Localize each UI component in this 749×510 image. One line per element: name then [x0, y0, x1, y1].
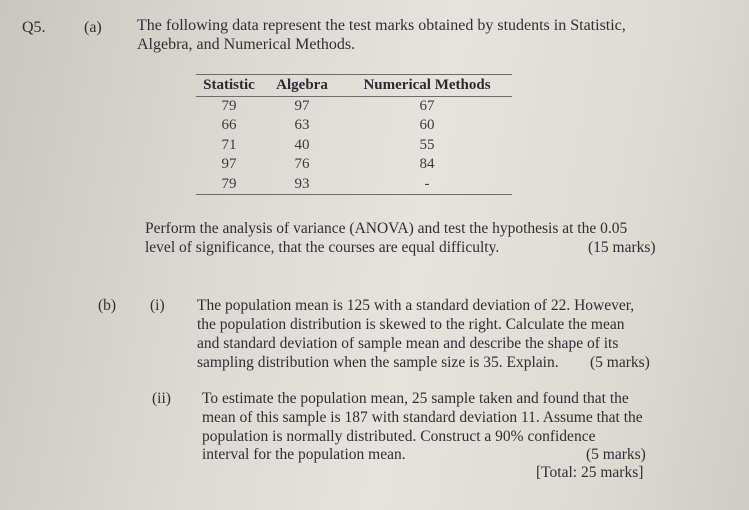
table-row	[196, 116, 512, 135]
table-cell: 63	[294, 117, 310, 134]
part-b-ii-line-3: population is normally distributed. Construct a 90% confidence	[202, 428, 596, 445]
part-b-ii-line-4: interval for the population mean.	[202, 446, 406, 463]
table-row	[196, 97, 512, 117]
column-header: Algebra	[262, 75, 342, 97]
table-cell: 66	[221, 117, 237, 134]
table-cell: 93	[262, 175, 342, 195]
part-b-label: (b)	[98, 297, 117, 314]
table-cell: 79	[221, 98, 237, 114]
part-b-ii-label: (ii)	[152, 390, 171, 407]
part-b-i-marks: (5 marks)	[590, 354, 650, 371]
table-cell: 97	[221, 156, 237, 173]
part-b-i-line-1: The population mean is 125 with a standard deviation of 22. However,	[197, 297, 635, 314]
part-b-i-line-4: sampling distribution when the sample size is 35. Explain.	[197, 354, 559, 371]
part-b-ii-marks: (5 marks)	[586, 446, 646, 463]
table-cell: 71	[221, 136, 237, 153]
column-header: Statistic	[196, 75, 262, 97]
part-a-intro-line-1: The following data represent the test marks obtained by students in Statistic,	[137, 17, 626, 34]
table-cell: 76	[294, 156, 310, 173]
table-row	[196, 155, 512, 174]
part-a-task-line-1: Perform the analysis of variance (ANOVA) and test the hypothesis at the 0.05	[145, 220, 628, 237]
part-b-i-line-2: the population distribution is skewed to the right. Calculate the mean	[197, 316, 625, 333]
test-marks-table	[196, 74, 512, 195]
part-a-intro-line-2: Algebra, and Numerical Methods.	[137, 36, 356, 53]
part-a-marks: (15 marks)	[588, 239, 656, 256]
total-marks: [Total: 25 marks]	[536, 464, 644, 481]
table-cell: -	[342, 175, 512, 195]
table-cell: 67	[419, 98, 435, 114]
part-a-label: (a)	[84, 19, 102, 36]
table-row	[196, 136, 512, 155]
column-header: Numerical Methods	[342, 75, 512, 97]
table-cell: 40	[294, 136, 310, 153]
part-a-task-line-2: level of significance, that the courses are equal difficulty.	[145, 239, 500, 256]
table-cell: 60	[419, 117, 435, 134]
table-header-row	[196, 75, 512, 97]
table-row	[196, 175, 512, 195]
table-cell: 55	[419, 136, 435, 153]
part-b-ii-line-2: mean of this sample is 187 with standard deviation 11. Assume that the	[202, 409, 643, 426]
part-b-i-label: (i)	[150, 297, 165, 314]
table-cell: 84	[419, 156, 435, 173]
part-b-ii-line-1: To estimate the population mean, 25 sample taken and found that the	[202, 390, 629, 407]
question-number: Q5.	[22, 19, 46, 36]
table-cell: 79	[196, 175, 262, 195]
part-b-i-line-3: and standard deviation of sample mean and describe the shape of its	[197, 335, 619, 352]
table-cell: 97	[294, 98, 310, 114]
